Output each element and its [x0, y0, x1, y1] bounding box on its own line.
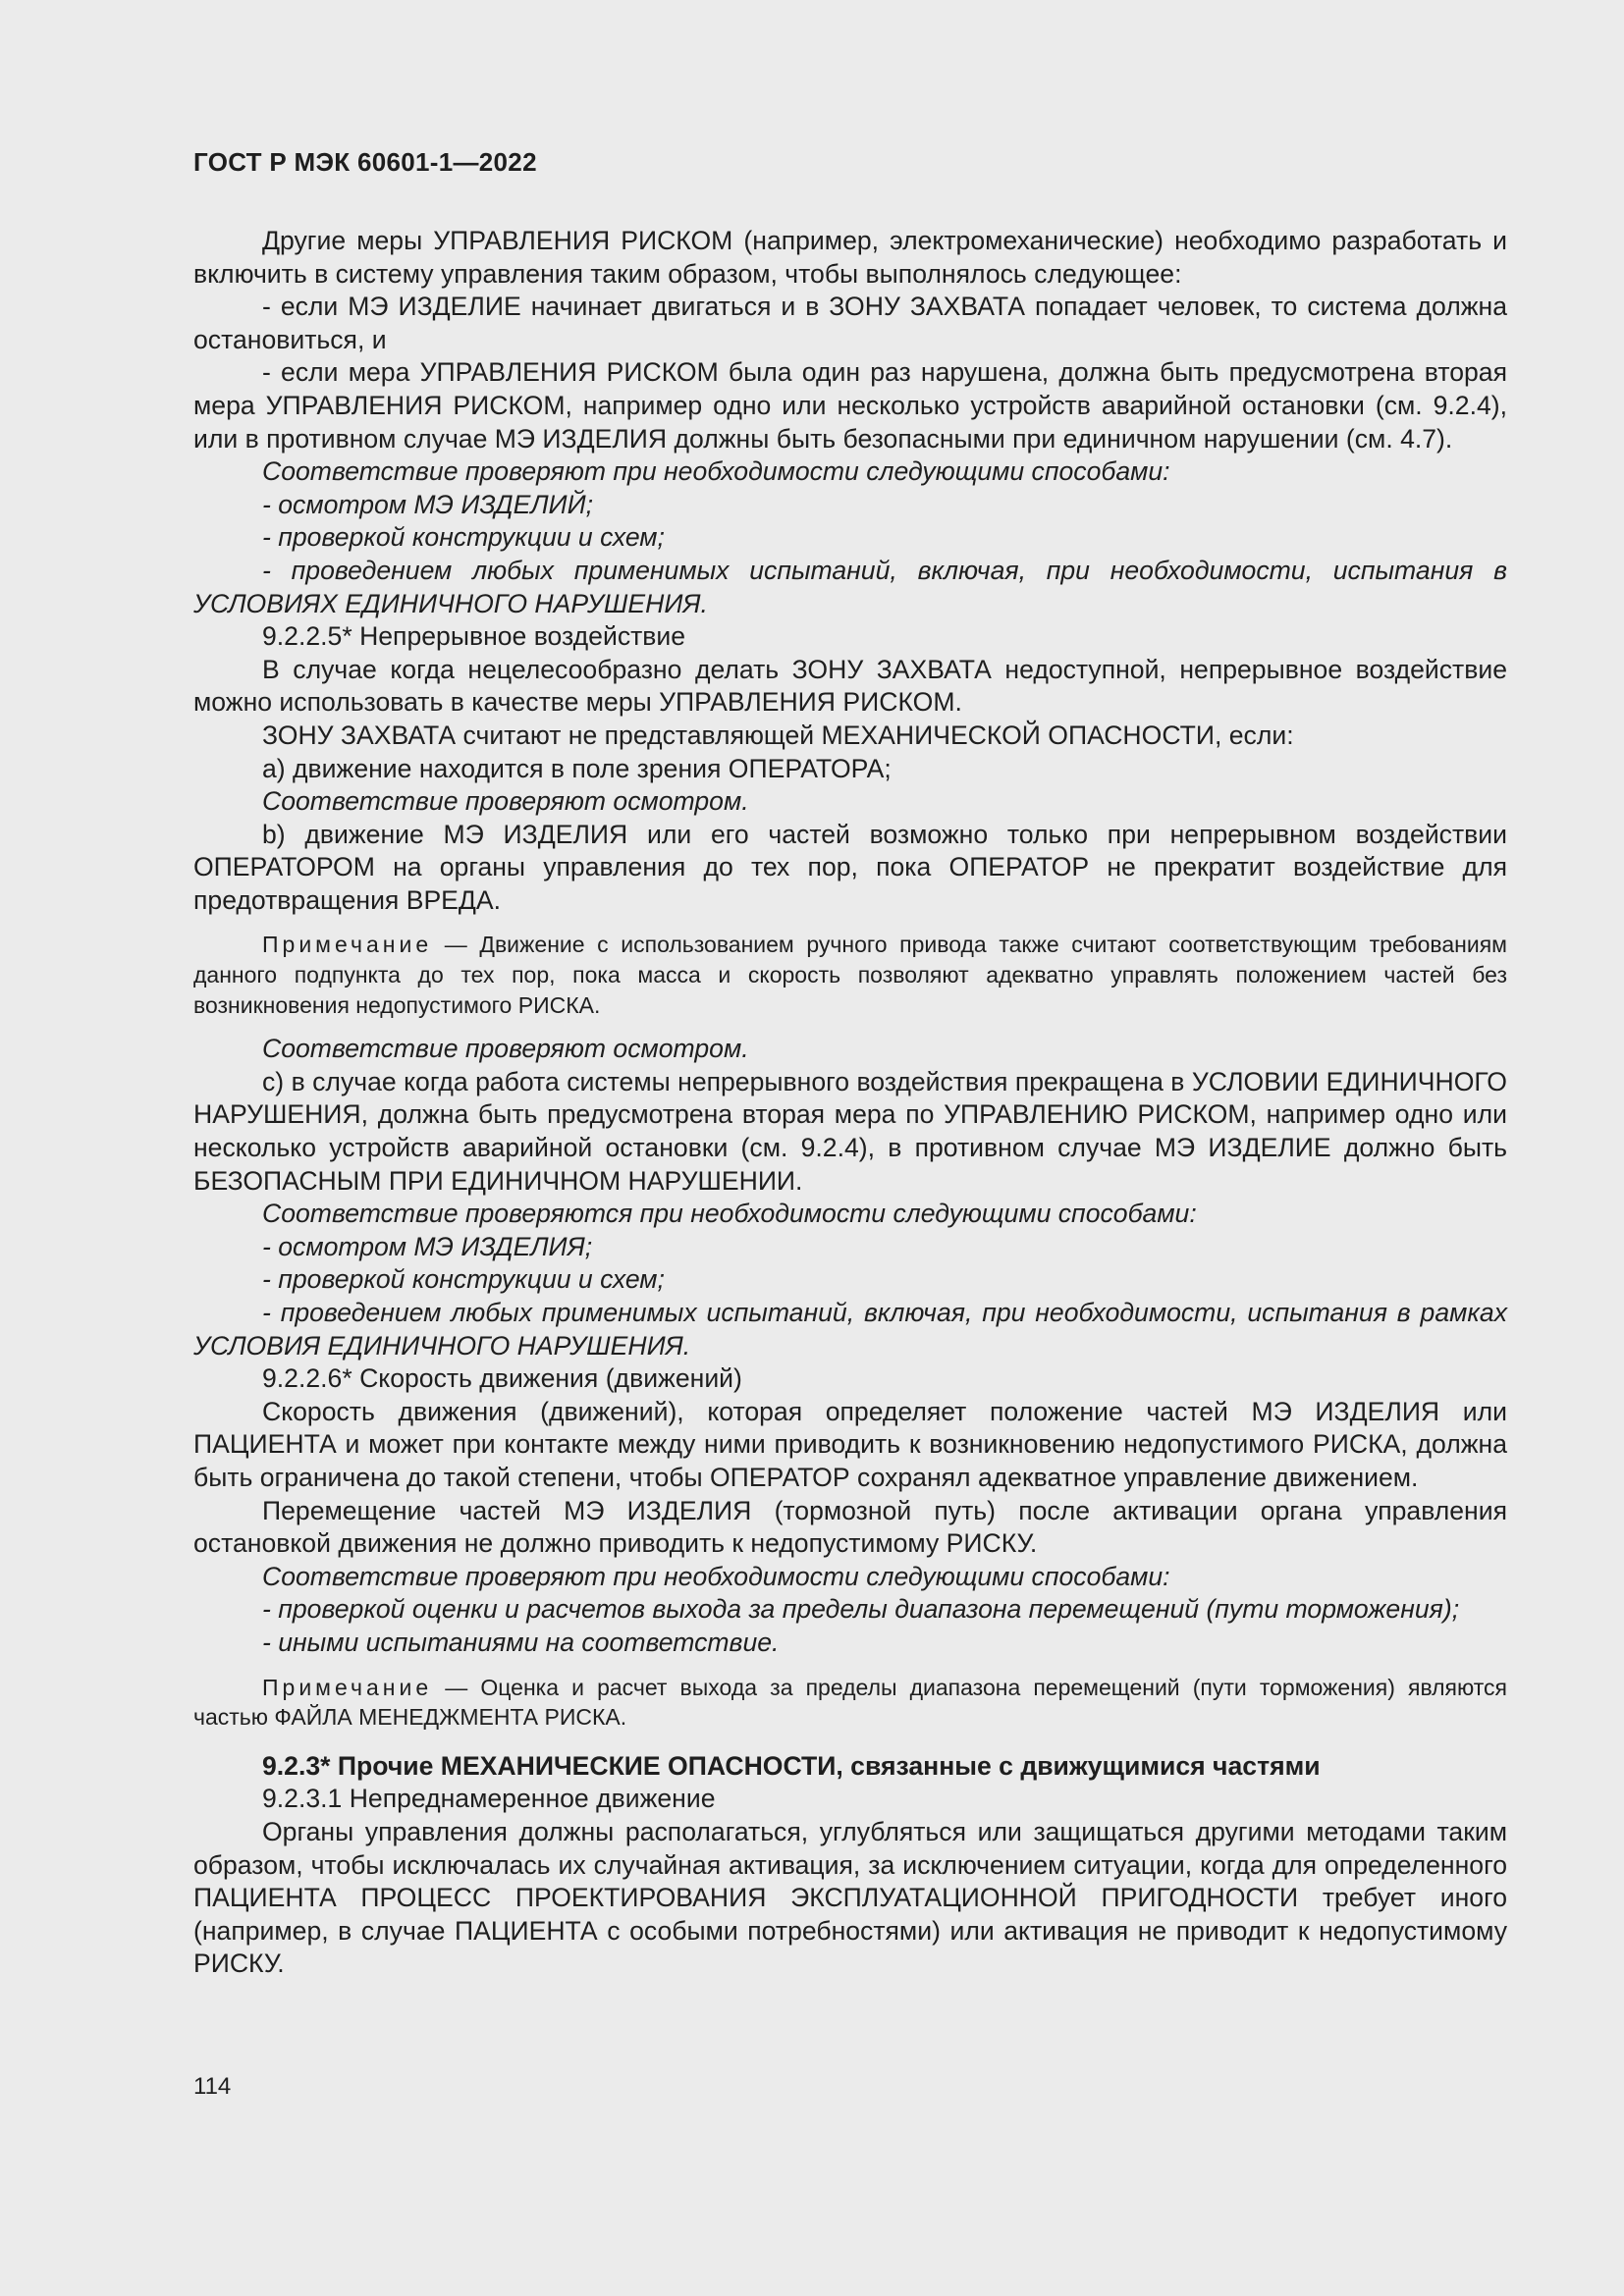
- list-item: a) движение находится в поле зрения ОПЕРАТОРА;: [262, 753, 892, 783]
- paragraph: Органы управления должны располагаться, углубляться или защищаться другими методами таким образом, чтобы исключалась их случайная активация, за исключением ситуации, когда для определенного ПАЦИЕНТА ПРОЦЕСС ПРОЕКТИРОВАНИЯ ЭКСПЛУАТАЦИОННОЙ ПРИГОДНОСТИ требует иного (например, в случае ПАЦИЕНТА с особыми потребностями) или активация не приводит к недопустимому РИСКУ.: [193, 1816, 1507, 1979]
- note: [193, 1673, 1507, 1733]
- compliance-statement: Соответствие проверяют при необходимости следующими способами:: [262, 456, 1170, 487]
- list-item: - проверкой оценки и расчетов выхода за пределы диапазона перемещений (пути торможения);: [262, 1594, 1460, 1625]
- compliance-statement: Соответствие проверяются при необходимости следующими способами:: [262, 1199, 1197, 1229]
- list-item: - если МЭ ИЗДЕЛИЕ начинает двигаться и в ЗОНУ ЗАХВАТА попадает человек, то система должна остановиться, и: [193, 292, 1507, 354]
- note-label: Примечание: [262, 1674, 433, 1700]
- section-heading: 9.2.3* Прочие МЕХАНИЧЕСКИЕ ОПАСНОСТИ, связанные с движущимися частями: [262, 1750, 1321, 1781]
- note-text: — Оценка и расчет выхода за пределы диапазона перемещений (пути торможения) являются частью ФАЙЛА МЕНЕДЖМЕНТА РИСКА.: [193, 1674, 1507, 1731]
- list-item: - если мера УПРАВЛЕНИЯ РИСКОМ была один раз нарушена, должна быть предусмотрена вторая мера УПРАВЛЕНИЯ РИСКОМ, например одно или несколько устройств аварийной остановки (см. 9.2.4), или в противном случае МЭ ИЗДЕЛИЯ должны быть безопасными при единичном нарушении (см. 4.7).: [193, 357, 1507, 454]
- subsection-heading: 9.2.3.1 Непреднамеренное движение: [262, 1784, 716, 1814]
- note: [193, 930, 1507, 1020]
- list-item: - проведением любых применимых испытаний, включая, при необходимости, испытания в рамках УСЛОВИЯ ЕДИНИЧНОГО НАРУШЕНИЯ.: [193, 1298, 1507, 1361]
- compliance-statement: Соответствие проверяют осмотром.: [262, 786, 749, 817]
- subsection-heading: 9.2.2.6* Скорость движения (движений): [262, 1363, 742, 1394]
- list-item: - проведением любых применимых испытаний, включая, при необходимости, испытания в УСЛОВИЯХ ЕДИНИЧНОГО НАРУШЕНИЯ.: [193, 555, 1507, 618]
- list-item: - осмотром МЭ ИЗДЕЛИЙ;: [262, 489, 593, 519]
- list-item: - проверкой конструкции и схем;: [262, 522, 665, 553]
- list-item: b) движение МЭ ИЗДЕЛИЯ или его частей возможно только при непрерывном воздействии ОПЕРАТОРОМ на органы управления до тех пор, пока ОПЕРАТОР не прекратит воздействие для предотвращения ВРЕДА.: [193, 819, 1507, 915]
- paragraph: В случае когда нецелесообразно делать ЗОНУ ЗАХВАТА недоступной, непрерывное воздействие можно использовать в качестве меры УПРАВЛЕНИЯ РИСКОМ.: [193, 654, 1507, 718]
- document-header: ГОСТ Р МЭК 60601-1—2022: [193, 147, 537, 177]
- note-label: Примечание: [262, 932, 433, 958]
- paragraph: Другие меры УПРАВЛЕНИЯ РИСКОМ (например, электромеханические) необходимо разработать и включить в систему управления таким образом, чтобы выполнялось следующее:: [193, 226, 1507, 289]
- compliance-statement: Соответствие проверяют при необходимости следующими способами:: [262, 1561, 1170, 1591]
- list-item: - осмотром МЭ ИЗДЕЛИЯ;: [262, 1231, 593, 1261]
- list-item: - проверкой конструкции и схем;: [262, 1264, 665, 1295]
- document-body: [193, 225, 1507, 1981]
- subsection-heading: 9.2.2.5* Непрерывное воздействие: [262, 621, 686, 652]
- compliance-statement: Соответствие проверяют осмотром.: [262, 1034, 749, 1064]
- paragraph: Перемещение частей МЭ ИЗДЕЛИЯ (тормозной путь) после активации органа управления остановкой движения не должно приводить к недопустимому РИСКУ.: [193, 1495, 1507, 1559]
- list-item: c) в случае когда работа системы непрерывного воздействия прекращена в УСЛОВИИ ЕДИНИЧНОГО НАРУШЕНИЯ, должна быть предусмотрена вторая мера по УПРАВЛЕНИЮ РИСКОМ, например одно или несколько устройств аварийной остановки (см. 9.2.4), в противном случае МЭ ИЗДЕЛИЕ должно быть БЕЗОПАСНЫМ ПРИ ЕДИНИЧНОМ НАРУШЕНИИ.: [193, 1066, 1507, 1196]
- page-number: 114: [193, 2073, 232, 2100]
- list-item: - иными испытаниями на соответствие.: [262, 1627, 780, 1657]
- paragraph: ЗОНУ ЗАХВАТА считают не представляющей МЕХАНИЧЕСКОЙ ОПАСНОСТИ, если:: [262, 720, 1294, 750]
- note-text: — Движение с использованием ручного привода также считают соответствующим требованиям данного подпункта до тех пор, пока масса и скорость позволяют адекватно управлять положением частей без возникновения недопустимого РИСКА.: [193, 932, 1507, 1018]
- paragraph: Скорость движения (движений), которая определяет положение частей МЭ ИЗДЕЛИЯ или ПАЦИЕНТА и может при контакте между ними приводить к возникновению недопустимого РИСКА, должна быть ограничена до такой степени, чтобы ОПЕРАТОР сохранял адекватное управление движением.: [193, 1396, 1507, 1492]
